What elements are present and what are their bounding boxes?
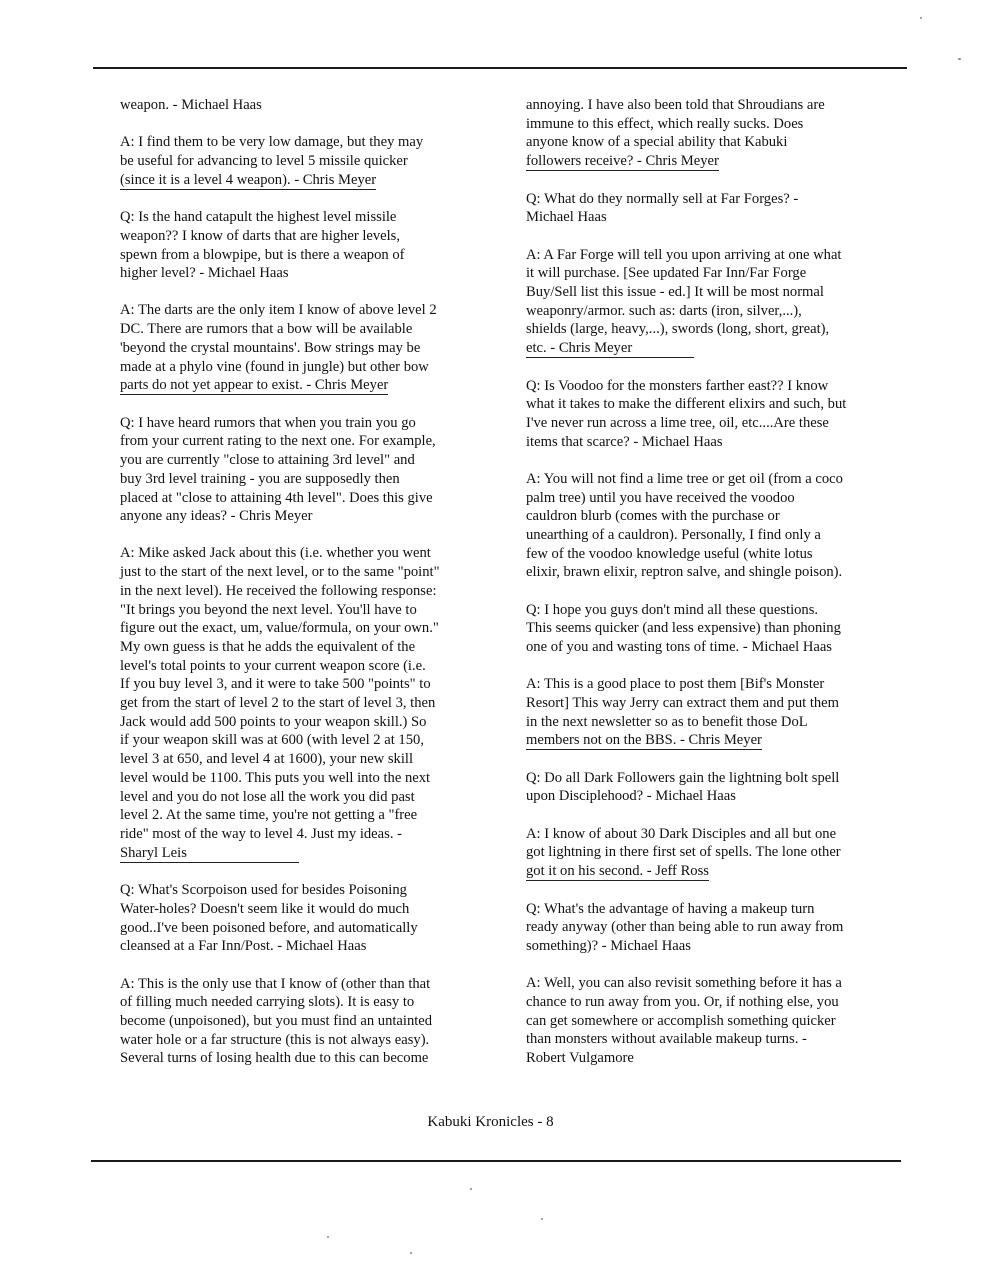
left-column: [120, 96, 472, 1087]
text-line: Q: What's Scorpoison used for besides Poisoning: [120, 882, 407, 899]
text-line: chance to run away from you. Or, if nothing else, you: [526, 993, 839, 1010]
right-column: [526, 96, 882, 1086]
left-para-1: [120, 96, 472, 115]
text-line: what it takes to make the different elixirs and such, but: [526, 396, 847, 413]
text-line: A: Well, you can also revisit something before it has a: [526, 975, 842, 992]
text-line: weaponry/armor. such as: darts (iron, silver,...),: [526, 302, 802, 319]
text-line: Jack would add 500 points to your weapon skill.) So: [120, 713, 427, 730]
text-line: upon Disciplehood? - Michael Haas: [526, 788, 736, 805]
text-line: one of you and wasting tons of time. - Michael Haas: [526, 638, 832, 655]
text-line: Q: What do they normally sell at Far Forges? -: [526, 190, 799, 207]
text-line: "It brings you beyond the next level. You'll have to: [120, 601, 417, 618]
text-line: Water-holes? Doesn't seem like it would do much: [120, 900, 410, 917]
scan-speck: [327, 1236, 329, 1238]
text-line: A: I know of about 30 Dark Disciples and all but one: [526, 825, 837, 842]
text-line: level's total points to your current weapon score (i.e.: [120, 657, 426, 674]
text-line: cleansed at a Far Inn/Post. - Michael Haas: [120, 938, 367, 955]
signature-line: Sharyl Leis: [120, 845, 299, 863]
text-line: immune to this effect, which really sucks. Does: [526, 115, 804, 132]
left-para-3: [120, 208, 472, 283]
signature-line: followers receive? - Chris Meyer: [526, 153, 719, 170]
text-line: made at a phylo vine (found in jungle) but other bow: [120, 358, 429, 375]
text-line: anyone know of a special ability that Kabuki: [526, 134, 788, 151]
text-line: few of the voodoo knowledge useful (white lotus: [526, 545, 813, 562]
text-line: A: Mike asked Jack about this (i.e. whether you went: [120, 545, 431, 562]
text-line: shields (large, heavy,...), swords (long, short, great),: [526, 321, 830, 338]
text-line: elixir, brawn elixir, reptron salve, and shingle poison).: [526, 564, 843, 581]
text-line: it will purchase. [See updated Far Inn/Far Forge: [526, 265, 807, 282]
text-line: than monsters without available makeup turns. -: [526, 1031, 807, 1048]
scan-speck: [410, 1252, 412, 1254]
text-line: weapon?? I know of darts that are higher levels,: [120, 227, 401, 244]
right-para-6: [526, 601, 882, 657]
signature-line: (since it is a level 4 weapon). - Chris Meyer: [120, 171, 377, 188]
right-para-1: [526, 96, 882, 171]
text-line: A: This is a good place to post them [Bif's Monster: [526, 676, 825, 693]
text-line: in the next level). He received the following response:: [120, 582, 437, 599]
text-line: can get somewhere or accomplish something quicker: [526, 1012, 836, 1029]
text-line: A: A Far Forge will tell you upon arriving at one what: [526, 246, 842, 263]
right-para-4: [526, 377, 882, 452]
right-para-2: [526, 190, 882, 227]
text-line: higher level? - Michael Haas: [120, 265, 289, 282]
text-line: level 3 at 650, and level 4 at 1600), your new skill: [120, 751, 414, 768]
text-line: A: I find them to be very low damage, but they may: [120, 134, 424, 151]
text-line: level would be 1100. This puts you well into the next: [120, 769, 431, 786]
text-line: just to the start of the next level, or to the same "point": [120, 564, 440, 581]
text-line: Q: What's the advantage of having a makeup turn: [526, 900, 815, 917]
scan-speck: [920, 17, 922, 19]
signature-line: got it on his second. - Jeff Ross: [526, 863, 709, 880]
text-line: Resort] This way Jerry can extract them and put them: [526, 694, 839, 711]
text-line: Q: I hope you guys don't mind all these questions.: [526, 601, 819, 618]
text-line: get from the start of level 2 to the start of level 3, then: [120, 695, 436, 712]
right-para-11: [526, 974, 882, 1068]
text-line: ready anyway (other than being able to run away from: [526, 919, 844, 936]
text-line: spewn from a blowpipe, but is there a weapon of: [120, 246, 405, 263]
scan-speck: [470, 1188, 472, 1190]
scan-speck: [958, 58, 961, 60]
text-line: anyone any ideas? - Chris Meyer: [120, 508, 313, 525]
left-para-2: [120, 133, 472, 189]
text-line: DC. There are rumors that a bow will be available: [120, 321, 413, 338]
text-line: 'beyond the crystal mountains'. Bow strings may be: [120, 339, 421, 356]
signature-line: etc. - Chris Meyer: [526, 340, 694, 358]
text-line: This seems quicker (and less expensive) than phoning: [526, 620, 841, 637]
text-line: of filling much needed carrying slots). It is easy to: [120, 994, 415, 1011]
text-line: annoying. I have also been told that Shroudians are: [526, 97, 825, 113]
text-line: figure out the exact, um, value/formula, on your own.": [120, 620, 439, 637]
text-line: Q: Is Voodoo for the monsters farther east?? I know: [526, 377, 829, 394]
bottom-rule: [91, 1160, 901, 1162]
text-line: items that scarce? - Michael Haas: [526, 433, 723, 450]
text-line: you are currently "close to attaining 3rd level" and: [120, 452, 415, 469]
text-line: unearthing of a cauldron). Personally, I find only a: [526, 526, 821, 543]
signature-line: members not on the BBS. - Chris Meyer: [526, 732, 762, 749]
text-line: Q: Do all Dark Followers gain the lightning bolt spell: [526, 769, 840, 786]
text-line: in the next newsletter so as to benefit those DoL: [526, 713, 808, 730]
text-line: A: You will not find a lime tree or get oil (from a coco: [526, 470, 843, 487]
text-line: Q: Is the hand catapult the highest level missile: [120, 209, 397, 226]
text-line: level 2. At the same time, you're not getting a "free: [120, 807, 418, 824]
text-line: if your weapon skill was at 600 (with level 2 at 150,: [120, 732, 424, 749]
right-para-10: [526, 900, 882, 956]
text-line: Several turns of losing health due to this can become: [120, 1050, 429, 1067]
text-line: good..I've been poisoned before, and automatically: [120, 919, 418, 936]
page-footer: Kabuki Kronicles - 8: [427, 1114, 554, 1130]
scan-speck: [541, 1218, 543, 1220]
right-para-7: [526, 675, 882, 750]
text-line: If you buy level 3, and it were to take 500 "points" to: [120, 676, 431, 693]
text-line: got lightning in there first set of spells. The lone other: [526, 844, 841, 861]
right-para-3: [526, 246, 882, 359]
text-line: weapon. - Michael Haas: [120, 97, 262, 113]
text-line: Robert Vulgamore: [526, 1050, 634, 1067]
left-para-5: [120, 414, 472, 526]
text-line: A: The darts are the only item I know of above level 2: [120, 302, 437, 319]
right-para-5: [526, 470, 882, 582]
signature-line: parts do not yet appear to exist. - Chris Meyer: [120, 377, 389, 394]
text-line: buy 3rd level training - you are supposedly then: [120, 470, 400, 487]
text-line: ride" most of the way to level 4. Just my ideas. -: [120, 826, 402, 842]
text-line: A: This is the only use that I know of (other than that: [120, 975, 431, 992]
right-para-8: [526, 769, 882, 806]
text-line: cauldron blurb (comes with the purchase or: [526, 508, 780, 525]
text-line: from your current rating to the next one. For example,: [120, 433, 436, 450]
text-line: become (unpoisoned), but you must find an untainted: [120, 1012, 433, 1029]
text-line: I've never run across a lime tree, oil, etc....Are these: [526, 414, 829, 431]
text-line: My own guess is that he adds the equivalent of the: [120, 638, 416, 655]
text-line: be useful for advancing to level 5 missile quicker: [120, 152, 408, 169]
text-line: Buy/Sell list this issue - ed.] It will be most normal: [526, 283, 824, 300]
text-line: Q: I have heard rumors that when you train you go: [120, 414, 416, 431]
text-line: placed at "close to attaining 4th level". Does this give: [120, 489, 433, 506]
text-line: Michael Haas: [526, 209, 607, 226]
right-para-9: [526, 825, 882, 881]
text-line: something)? - Michael Haas: [526, 938, 691, 954]
left-para-4: [120, 301, 472, 395]
top-rule: [93, 67, 907, 69]
text-line: palm tree) until you have received the voodoo: [526, 489, 795, 506]
text-line: level and you do not lose all the work you did past: [120, 788, 415, 805]
left-para-7: [120, 881, 472, 956]
text-line: water hole or a far structure (this is not always easy).: [120, 1031, 430, 1048]
left-para-8: [120, 975, 472, 1069]
left-para-6: [120, 544, 472, 862]
